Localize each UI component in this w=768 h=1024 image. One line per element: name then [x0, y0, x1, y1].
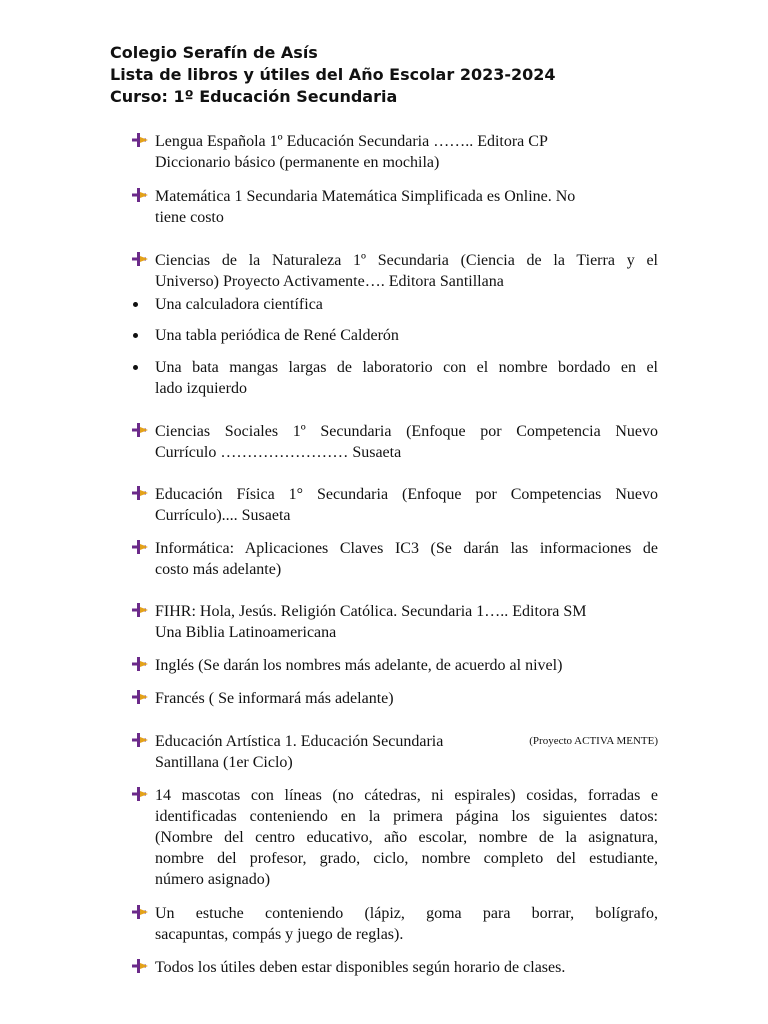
bullet-icon: [133, 365, 138, 370]
list-item-line: Santillana (1er Ciclo): [155, 754, 293, 771]
list-item: [155, 731, 658, 773]
list-item-line: Un estuche conteniendo (lápiz, goma para borrar, bolígrafo,: [155, 905, 658, 922]
list-item-line: Universo) Proyecto Activamente…. Editora Santillana: [155, 273, 504, 290]
list-item-line: Una bata mangas largas de laboratorio con el nombre bordado en el: [155, 359, 658, 376]
plus-arrow-icon: [131, 786, 149, 804]
list-item: [155, 294, 658, 315]
plus-arrow-icon: [131, 732, 149, 750]
list-item: [155, 538, 658, 580]
list-item: [155, 250, 658, 292]
bullet-icon: [133, 333, 138, 338]
list-item-line: Matemática 1 Secundaria Matemática Simplificada es Online. No: [155, 188, 576, 205]
plus-arrow-icon: [131, 904, 149, 922]
plus-arrow-icon: [131, 422, 149, 440]
list-item: [155, 688, 658, 709]
list-item: [155, 601, 658, 643]
list-item: [155, 903, 658, 945]
plus-arrow-icon: [131, 656, 149, 674]
list-item-line: Todos los útiles deben estar disponibles según horario de clases.: [155, 959, 566, 976]
list-item: [155, 957, 658, 978]
list-item-line: Inglés (Se darán los nombres más adelante, de acuerdo al nivel): [155, 657, 563, 674]
plus-arrow-icon: [131, 485, 149, 503]
list-item-line: Educación Artística 1. Educación Secundaria: [155, 733, 444, 750]
plus-arrow-icon: [131, 539, 149, 557]
list-item-line: FIHR: Hola, Jesús. Religión Católica. Secundaria 1….. Editora SM: [155, 603, 587, 620]
list-item: [155, 131, 658, 173]
list-item: [155, 357, 658, 399]
plus-arrow-icon: [131, 251, 149, 269]
list-item-line: lado izquierdo: [155, 380, 247, 397]
list-item-line: Francés ( Se informará más adelante): [155, 690, 394, 707]
list-item-line: tiene costo: [155, 209, 224, 226]
list-item-line: 14 mascotas con líneas (no cátedras, ni espirales) cosidas, forradas e: [155, 787, 658, 804]
plus-arrow-icon: [131, 602, 149, 620]
list-item-line: identificadas conteniendo en la primera página los siguientes datos:: [155, 808, 658, 825]
list-item-line-row: [155, 731, 658, 752]
list-item-line: Una tabla periódica de René Calderón: [155, 327, 399, 344]
list-item-line: (Nombre del centro educativo, año escolar, nombre de la asignatura,: [155, 829, 658, 846]
list-item-line: número asignado): [155, 871, 271, 888]
plus-arrow-icon: [131, 187, 149, 205]
list-item-line: Currículo).... Susaeta: [155, 507, 291, 524]
list-item-line: Ciencias Sociales 1º Secundaria (Enfoque por Competencia Nuevo: [155, 423, 658, 440]
course-title: Curso: 1º Educación Secundaria: [110, 87, 398, 106]
list-item: [155, 785, 658, 890]
list-item-line: Una Biblia Latinoamericana: [155, 624, 337, 641]
list-item-line: Lengua Española 1º Educación Secundaria …….. Editora CP: [155, 133, 548, 150]
school-name: Colegio Serafín de Asís: [110, 43, 318, 62]
list-item: [155, 484, 658, 526]
list-item-line: sacapuntas, compás y juego de reglas).: [155, 926, 404, 943]
list-item: [155, 421, 658, 463]
list-item-line: Diccionario básico (permanente en mochila): [155, 154, 440, 171]
list-item-line: Informática: Aplicaciones Claves IC3 (Se darán las informaciones de: [155, 540, 658, 557]
list-item-line: nombre del profesor, grado, ciclo, nombre completo del estudiante,: [155, 850, 658, 867]
project-note: (Proyecto ACTIVA MENTE): [529, 735, 658, 747]
list-item-line: Ciencias de la Naturaleza 1º Secundaria (Ciencia de la Tierra y el: [155, 252, 658, 269]
list-title: Lista de libros y útiles del Año Escolar 2023-2024: [110, 65, 556, 84]
list-item: [155, 186, 658, 228]
document-header: [110, 42, 556, 108]
plus-arrow-icon: [131, 689, 149, 707]
plus-arrow-icon: [131, 132, 149, 150]
list-item: [155, 325, 658, 346]
list-item-line: Currículo …………………… Susaeta: [155, 444, 402, 461]
list-item-line: Educación Física 1° Secundaria (Enfoque por Competencias Nuevo: [155, 486, 658, 503]
list-item: [155, 655, 658, 676]
bullet-icon: [133, 302, 138, 307]
list-item-line: Una calculadora científica: [155, 296, 323, 313]
list-item-line: costo más adelante): [155, 561, 282, 578]
plus-arrow-icon: [131, 958, 149, 976]
